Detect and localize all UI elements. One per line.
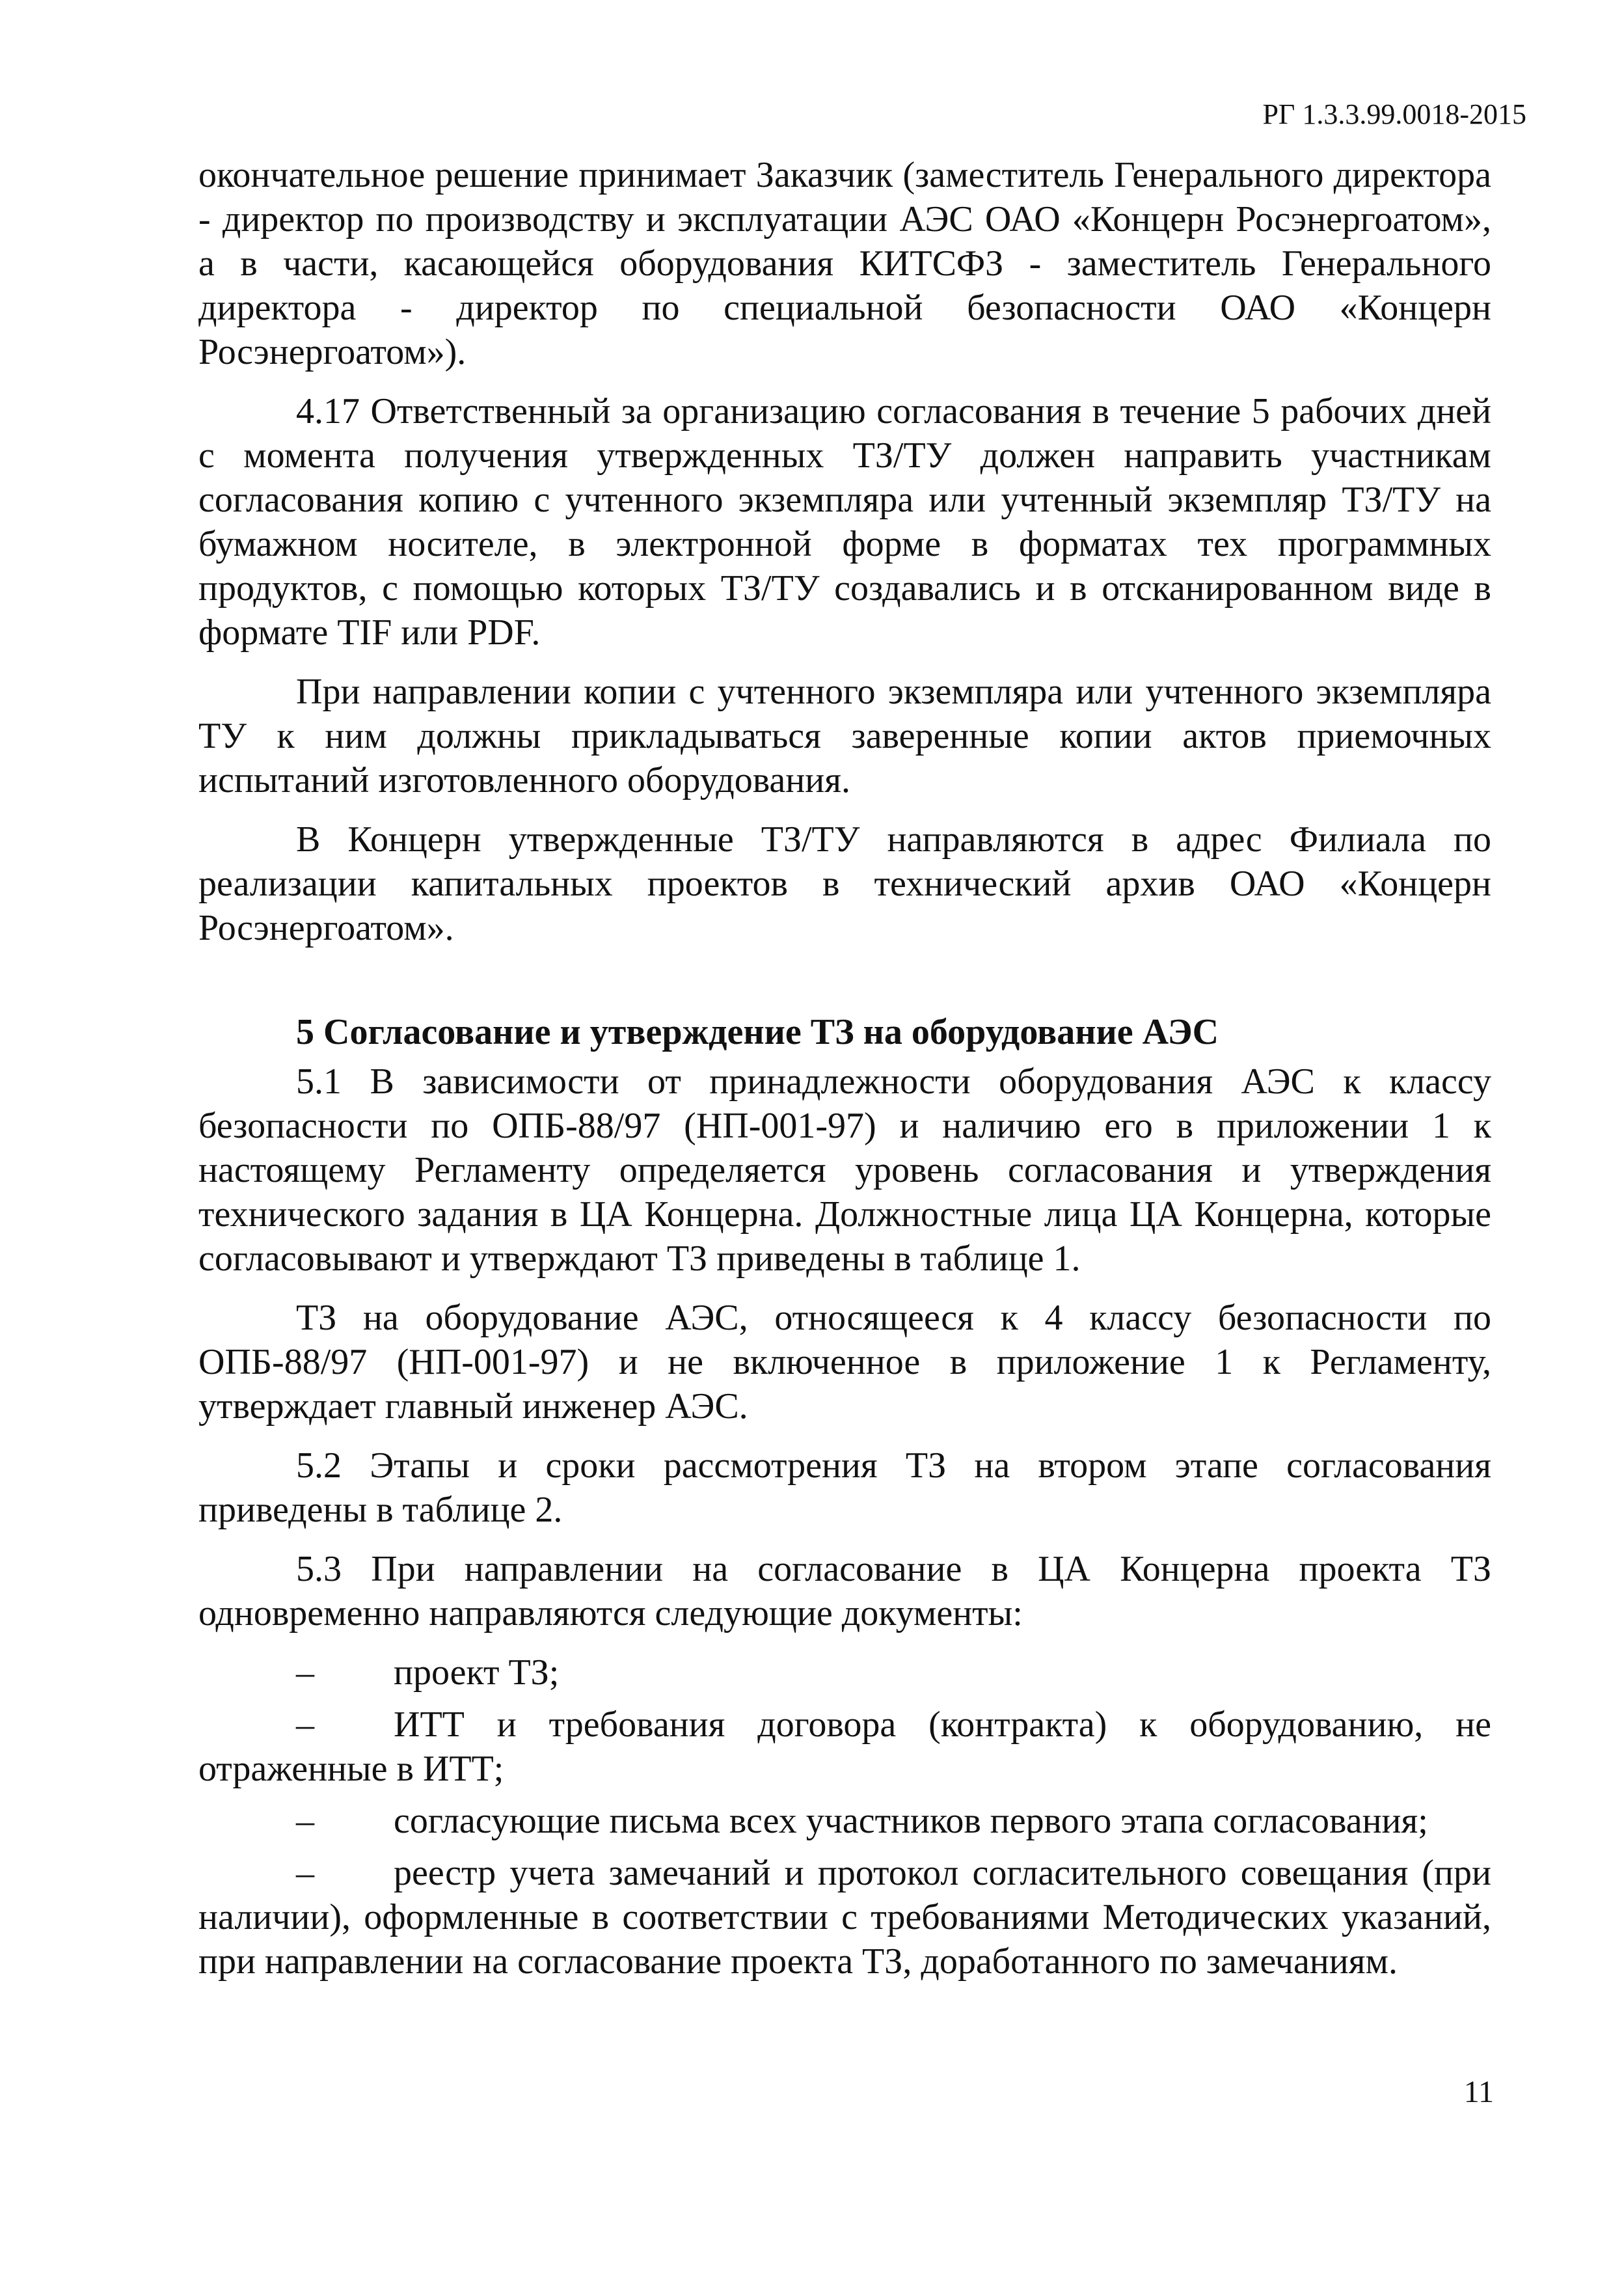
section-5-heading: 5 Согласование и утверждение ТЗ на оборудование АЭС [296, 1012, 1219, 1052]
paragraph-archive: В Концерн утвержденные ТЗ/ТУ направляются в адрес Филиала по реализации капитальных проектов в технический архив ОАО «Концерн Росэнергоатом». [198, 819, 1491, 948]
paragraph-5-1-class4: ТЗ на оборудование АЭС, относящееся к 4 классу безопасности по ОПБ-88/97 (НП-001-97) и не включенное в приложение 1 к Регламенту, утверждает главный инженер АЭС. [198, 1298, 1491, 1427]
list-item-text: ИТТ и требования договора (контракта) к оборудованию, не отраженные в ИТТ; [198, 1704, 1491, 1789]
document-body [198, 153, 1491, 1991]
dash-marker: – [296, 1853, 314, 1893]
list-item [198, 1799, 1491, 1843]
list-item [198, 1851, 1491, 1984]
paragraph-5-1: 5.1 В зависимости от принадлежности оборудования АЭС к классу безопасности по ОПБ-88/97 (НП-001-97) и наличию его в приложении 1 к настоящему Регламенту определяется уровень согласования и утверждения технического задания в ЦА Концерна. Должностные лица ЦА Концерна, которые согласовывают и утверждают ТЗ приведены в таблице 1. [198, 1061, 1491, 1279]
page-number: 11 [1463, 2075, 1494, 2109]
dash-marker: – [296, 1704, 314, 1745]
list-item-text: согласующие письма всех участников первого этапа согласования; [394, 1801, 1428, 1841]
list-item [198, 1650, 1491, 1695]
list-item [198, 1702, 1491, 1791]
document-code: РГ 1.3.3.99.0018-2015 [1262, 98, 1526, 130]
paragraph-5-2: 5.2 Этапы и сроки рассмотрения ТЗ на втором этапе согласования приведены в таблице 2. [198, 1445, 1491, 1530]
list-item-text: реестр учета замечаний и протокол согласительного совещания (при наличии), оформленные в соответствии с требованиями Методических указаний, при направлении на согласование проекта ТЗ, доработанного по замечаниям. [198, 1853, 1491, 1982]
document-list [198, 1650, 1491, 1984]
paragraph-4-17: 4.17 Ответственный за организацию согласования в течение 5 рабочих дней с момента получения утвержденных ТЗ/ТУ должен направить участникам согласования копию с учтенного экземпляра или учтенный экземпляр ТЗ/ТУ на бумажном носителе, в электронной форме в форматах тех программных продуктов, с помощью которых ТЗ/ТУ создавались и в отсканированном виде в формате TIF или PDF. [198, 391, 1491, 653]
dash-marker: – [296, 1652, 314, 1693]
dash-marker: – [296, 1801, 314, 1841]
paragraph-approval-continuation: окончательное решение принимает Заказчик (заместитель Генерального директора - директор по производству и эксплуатации АЭС ОАО «Концерн Росэнергоатом», а в части, касающейся оборудования КИТСФЗ - заместитель Генерального директора - директор по специальной безопасности ОАО «Концерн Росэнергоатом»). [198, 155, 1491, 372]
paragraph-copy-acts: При направлении копии с учтенного экземпляра или учтенного экземпляра ТУ к ним должны прикладываться заверенные копии актов приемочных испытаний изготовленного оборудования. [198, 672, 1491, 800]
paragraph-5-3: 5.3 При направлении на согласование в ЦА Концерна проекта ТЗ одновременно направляются следующие документы: [198, 1549, 1491, 1633]
list-item-text: проект ТЗ; [394, 1652, 560, 1693]
